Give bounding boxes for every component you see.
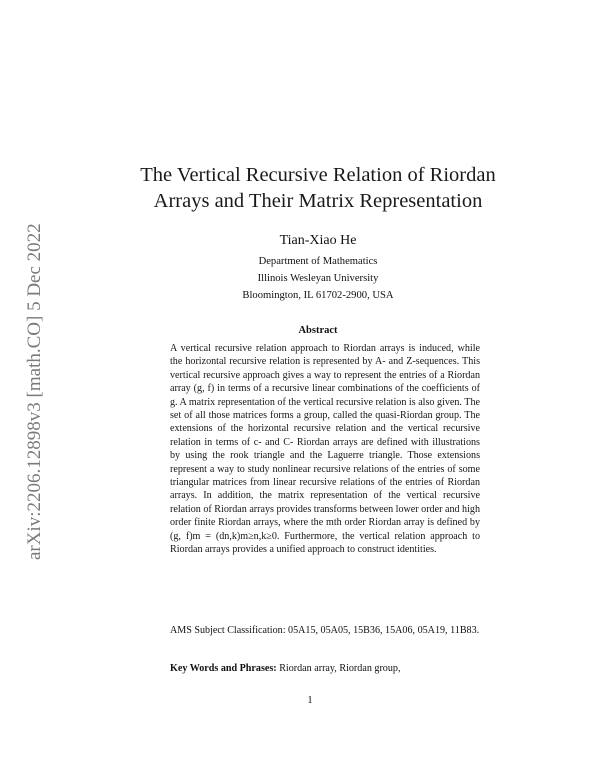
title-line-2: Arrays and Their Matrix Representation bbox=[153, 190, 483, 212]
author-affiliation bbox=[170, 253, 466, 304]
title-line-1: The Vertical Recursive Relation of Riordan bbox=[140, 164, 496, 186]
affiliation-university: Illinois Wesleyan University bbox=[257, 273, 379, 284]
paper-title bbox=[100, 162, 536, 214]
arxiv-identifier[interactable]: arXiv:2206.12898v3 [math.CO] 5 Dec 2022 bbox=[24, 223, 45, 560]
affiliation-address: Bloomington, IL 61702-2900, USA bbox=[242, 290, 394, 301]
keywords-label: Key Words and Phrases: bbox=[170, 663, 277, 674]
author-name: Tian-Xiao He bbox=[279, 233, 357, 248]
abstract-body: A vertical recursive relation approach to Riordan arrays is induced, while the horizontal recursive relation is represented by A- and Z-sequences. This vertical recursive approach gives a way to represent the entries of a Riordan array (g, f) in terms of a recursive linear combinations of the coefficients of g. A matrix representation of the vertical recursive relation is also given. The set of all those matrices forms a group, called the quasi-Riordan group. The extensions of the horizontal recursive relation and the vertical recursive relation in terms of c- and C- Riordan arrays are defined with illustrations by using the rook triangle and the Laguerre triangle. Those extensions represent a way to study nonlinear recursive relations of the entries of some triangular matrices from linear recursive relations of the entries of Riordan arrays. In addition, the matrix representation of the vertical recursive relation of Riordan arrays provides transforms between lower order and high order finite Riordan arrays, where the mth order Riordan array is defined by (g, f)m = (dn,k)m≥n,k≥0. Furthermore, the vertical relation approach to Riordan arrays provides a unified approach to construct identities. bbox=[170, 343, 481, 556]
affiliation-department: Department of Mathematics bbox=[258, 256, 378, 267]
abstract-heading: Abstract bbox=[298, 325, 338, 336]
keywords-text: Riordan array, Riordan group, bbox=[279, 663, 401, 674]
keywords bbox=[170, 662, 480, 675]
page-number: 1 bbox=[307, 695, 313, 706]
ams-classification: AMS Subject Classification: 05A15, 05A05, 15B36, 15A06, 05A19, 11B83. bbox=[170, 625, 480, 636]
